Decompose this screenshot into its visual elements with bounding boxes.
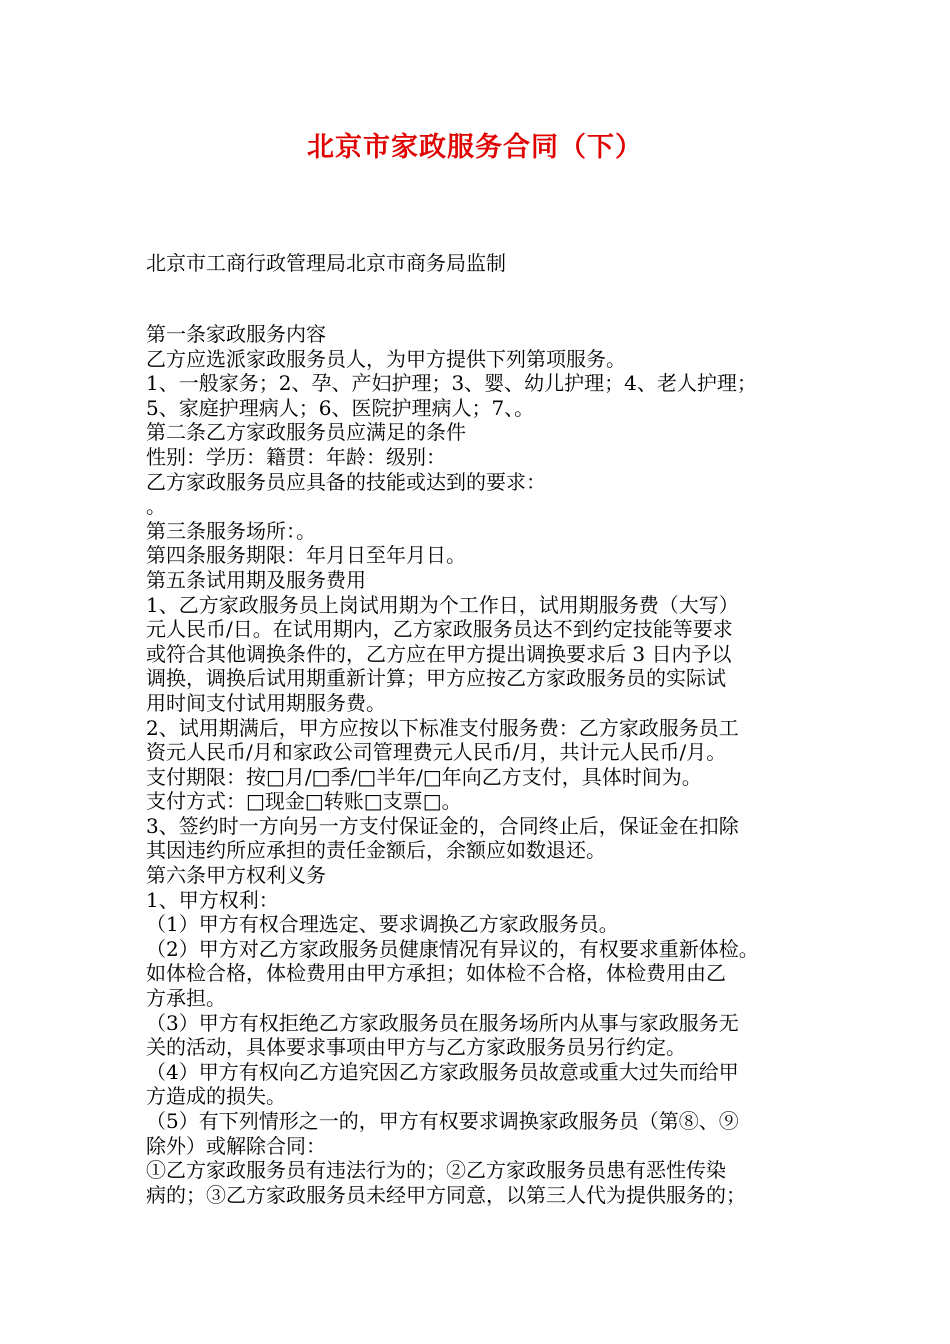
body-line: ①乙方家政服务员有违法行为的；②乙方家政服务员患有恶性传染 (146, 1158, 726, 1183)
body-line: 第三条服务场所：。 (146, 518, 316, 543)
body-line: 除外）或解除合同： (146, 1133, 326, 1158)
body-line: 如体检合格，体检费用由甲方承担；如体检不合格，体检费用由乙 (146, 961, 726, 986)
body-line: 2、试用期满后，甲方应按以下标准支付服务费：乙方家政服务员工 (146, 715, 739, 740)
body-line: 方承担。 (146, 986, 226, 1011)
contract-body (146, 322, 836, 1207)
body-line: （5）有下列情形之一的，甲方有权要求调换家政服务员（第⑧、⑨ (146, 1109, 739, 1133)
body-line: 1、乙方家政服务员上岗试用期为个工作日，试用期服务费（大写） (146, 592, 739, 617)
body-line: （3）甲方有权拒绝乙方家政服务员在服务场所内从事与家政服务无 (146, 1010, 739, 1035)
body-line: 乙方家政服务员应具备的技能或达到的要求： (146, 469, 546, 494)
body-line: 其因违约所应承担的责任金额后，余额应如数退还。 (146, 838, 606, 863)
body-line: 第四条服务期限：年月日至年月日。 (146, 543, 466, 568)
page-title: 北京市家政服务合同（下） (307, 132, 643, 163)
body-line: （2）甲方对乙方家政服务员健康情况有异议的，有权要求重新体检。 (146, 936, 759, 961)
body-line: 3、签约时一方向另一方支付保证金的，合同终止后，保证金在扣除 (146, 813, 739, 838)
body-line: 5、家庭护理病人；6、医院护理病人；7、。 (146, 395, 535, 420)
body-line: 用时间支付试用期服务费。 (146, 690, 386, 715)
body-line: 第六条甲方权利义务 (146, 863, 326, 888)
supervisor-line: 北京市工商行政管理局北京市商务局监制 (146, 251, 506, 275)
body-line: 性别：学历：籍贯：年龄：级别： (146, 444, 446, 469)
body-line: （1）甲方有权合理选定、要求调换乙方家政服务员。 (146, 912, 619, 937)
body-line: 。 (146, 494, 166, 519)
body-line: 第五条试用期及服务费用 (146, 567, 366, 592)
body-line: 支付方式：□现金□转账□支票□。 (146, 789, 462, 814)
body-line: 调换，调换后试用期重新计算；甲方应按乙方家政服务员的实际试 (146, 666, 726, 691)
body-line: 1、甲方权利： (146, 887, 279, 912)
body-line: 或符合其他调换条件的，乙方应在甲方提出调换要求后 3 日内予以 (146, 641, 732, 666)
body-line: 第一条家政服务内容 (146, 322, 326, 346)
body-line: 元人民币/日。在试用期内，乙方家政服务员达不到约定技能等要求 (146, 617, 733, 642)
body-line: 病的；③乙方家政服务员未经甲方同意，以第三人代为提供服务的； (146, 1182, 746, 1207)
body-line: 方造成的损失。 (146, 1084, 286, 1109)
body-line: 第二条乙方家政服务员应满足的条件 (146, 420, 466, 445)
body-line: 1、一般家务；2、孕、产妇护理；3、婴、幼儿护理；4、老人护理； (146, 371, 757, 396)
body-line: 关的活动，具体要求事项由甲方与乙方家政服务员另行约定。 (146, 1035, 686, 1060)
body-line: 资元人民币/月和家政公司管理费元人民币/月，共计元人民币/月。 (146, 740, 727, 765)
body-line: 支付期限：按□月/□季/□半年/□年向乙方支付，具体时间为。 (146, 764, 702, 789)
body-line: 乙方应选派家政服务员人，为甲方提供下列第项服务。 (146, 346, 626, 371)
body-line: （4）甲方有权向乙方追究因乙方家政服务员故意或重大过失而给甲 (146, 1059, 739, 1084)
